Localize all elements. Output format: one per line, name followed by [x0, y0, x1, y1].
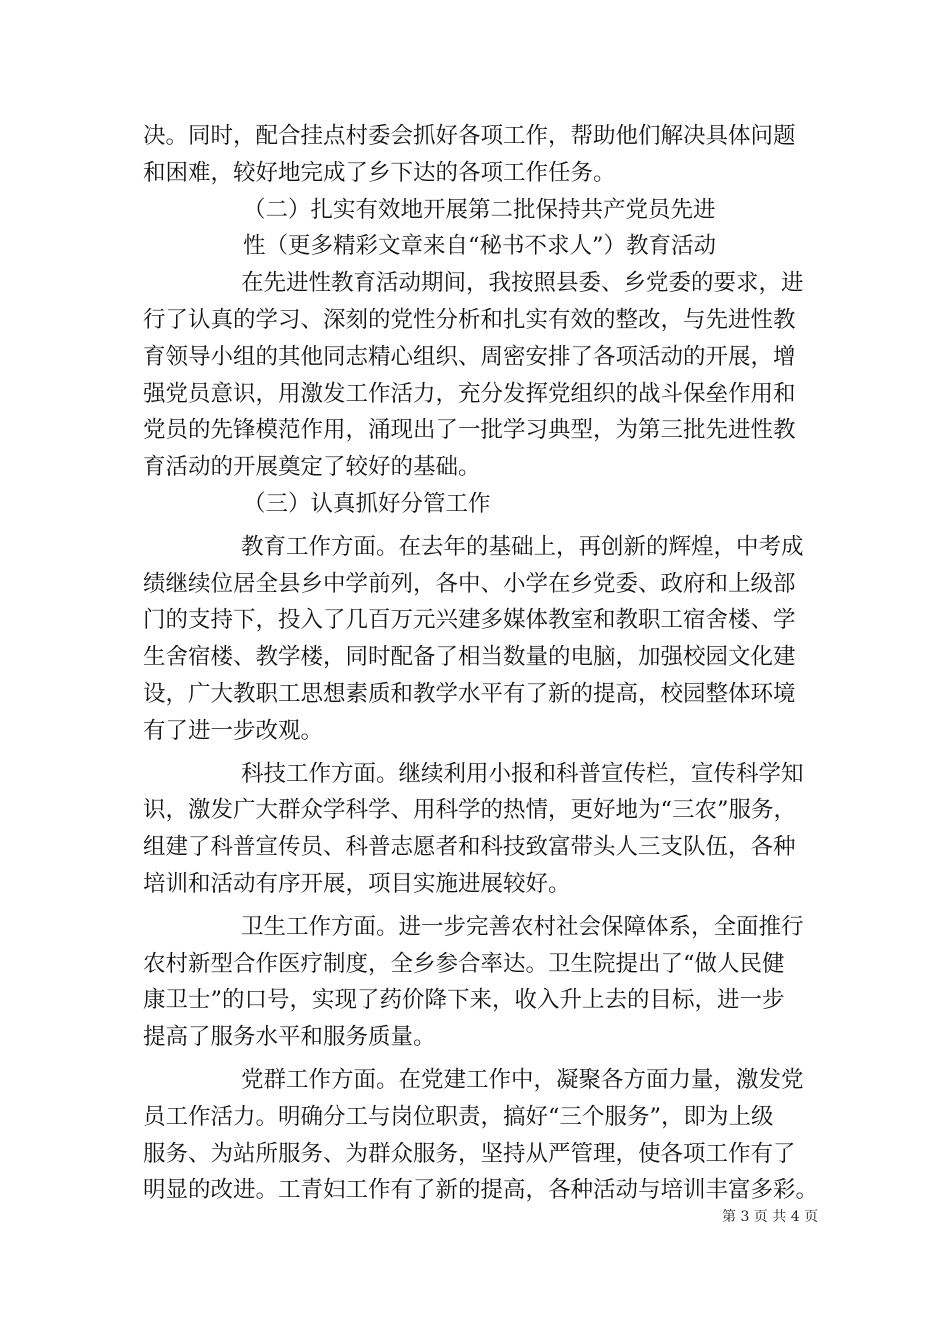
text-line: 培训和活动有序开展，项目实施进展较好。	[143, 870, 571, 897]
text-line: 党员的先锋模范作用，涌现出了一批学习典型，为第三批先进性教	[143, 417, 796, 444]
text-line: 生舍宿楼、教学楼，同时配备了相当数量的电脑，加强校园文化建	[143, 644, 796, 671]
text-line: 员工作活力。明确分工与岗位职责，搞好“三个服务”，即为上级	[143, 1103, 774, 1130]
section-heading: （二）扎实有效地开展第二批保持共产党员先进	[243, 196, 716, 223]
text-line: 行了认真的学习、深刻的党性分析和扎实有效的整改，与先进性教	[143, 306, 796, 333]
text-line: 育领导小组的其他同志精心组织、周密安排了各项活动的开展，增	[143, 343, 796, 370]
text-line: 服务、为站所服务、为群众服务，坚持从严管理，使各项工作有了	[143, 1140, 796, 1167]
text-line: 和困难，较好地完成了乡下达的各项工作任务。	[143, 159, 616, 186]
text-line: 有了进一步改观。	[143, 717, 324, 744]
text-line: 绩继续位居全县乡中学前列，各中、小学在乡党委、政府和上级部	[143, 570, 796, 597]
paragraph-first-line: 在先进性教育活动期间，我按照县委、乡党委的要求，进	[241, 270, 804, 297]
paragraph-first-line: 卫生工作方面。进一步完善农村社会保障体系，全面推行	[241, 913, 804, 940]
text-line: 设，广大教职工思想素质和教学水平有了新的提高，校园整体环境	[143, 680, 796, 707]
text-line: 农村新型合作医疗制度，全乡参合率达。卫生院提出了“做人民健	[143, 950, 785, 977]
paragraph-first-line: 科技工作方面。继续利用小报和科普宣传栏，宣传科学知	[241, 760, 804, 787]
text-line: 决。同时，配合挂点村委会抓好各项工作，帮助他们解决具体问题	[143, 123, 796, 149]
section-heading: （三）认真抓好分管工作	[243, 490, 491, 517]
text-line: 组建了科普宣传员、科普志愿者和科技致富带头人三支队伍，各种	[143, 834, 796, 861]
text-line: 提高了服务水平和服务质量。	[143, 1024, 436, 1051]
text-line: 强党员意识，用激发工作活力，充分发挥党组织的战斗保垒作用和	[143, 380, 796, 407]
text-line: 识，激发广大群众学科学、用科学的热情，更好地为“三农”服务，	[143, 797, 797, 824]
text-line: 康卫士”的口号，实现了药价降下来，收入升上去的目标，进一步	[143, 987, 785, 1014]
paragraph-first-line: 教育工作方面。在去年的基础上，再创新的辉煌，中考成	[241, 533, 804, 560]
page-number-footer: 第 3 页 共 4 页	[722, 1209, 819, 1225]
section-heading-continued: 性（更多精彩文章来自“秘书不求人”）教育活动	[243, 233, 717, 260]
text-line: 育活动的开展奠定了较好的基础。	[143, 454, 481, 481]
paragraph-first-line: 党群工作方面。在党建工作中，凝聚各方面力量，激发党	[241, 1066, 804, 1093]
document-body	[143, 118, 823, 1209]
text-line: 门的支持下，投入了几百万元兴建多媒体教室和教职工宿舍楼、学	[143, 607, 796, 634]
text-line: 明显的改进。工青妇工作有了新的提高，各种活动与培训丰富多彩。	[143, 1177, 819, 1204]
